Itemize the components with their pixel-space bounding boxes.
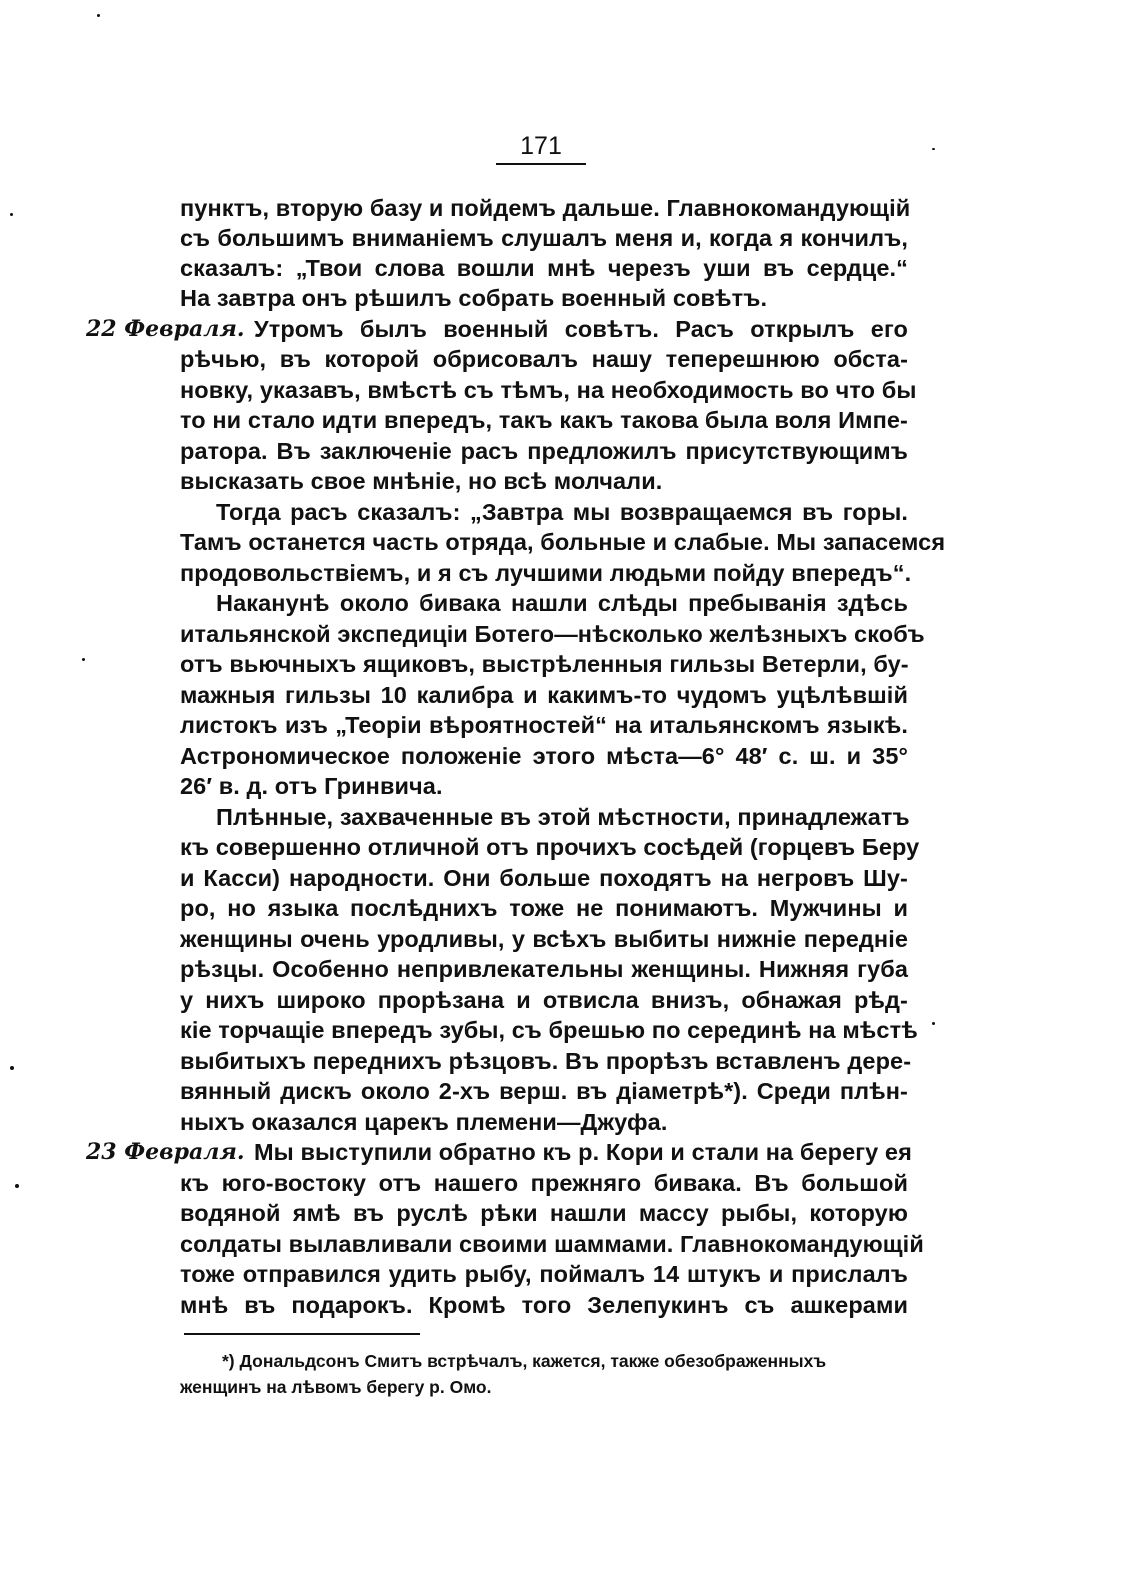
text-line: то ни стало идти впередъ, такъ какъ такова была воля Импе- — [180, 407, 908, 433]
text-line: ратора. Въ заключеніе расъ предложилъ присутствующимъ — [180, 438, 908, 464]
text-line: Мы выступили обратно къ р. Кори и стали на берегу ея — [254, 1139, 912, 1165]
text-line: листокъ изъ „Теоріи вѣроятностей“ на итальянскомъ языкѣ. — [180, 712, 908, 738]
text-line: и Касси) народности. Они больше походятъ на негровъ Шу- — [180, 865, 908, 891]
text-line: На завтра онъ рѣшилъ собрать военный совѣтъ. — [180, 285, 768, 311]
text-line: продовольствіемъ, и я съ лучшими людьми пойду впередъ“. — [180, 560, 912, 586]
scan-speck — [932, 1022, 935, 1025]
text-line: ро, но языка послѣднихъ тоже не понимаютъ. Мужчины и — [180, 895, 908, 921]
text-line: солдаты вылавливали своими шаммами. Главнокомандующій — [180, 1231, 924, 1257]
text-line: тоже отправился удить рыбу, поймалъ 14 штукъ и прислалъ — [180, 1261, 908, 1287]
text-line: вянный дискъ около 2-хъ верш. въ діаметрѣ*). Среди плѣн- — [180, 1078, 908, 1104]
text-line: рѣзцы. Особенно непривлекательны женщины. Нижняя губа — [180, 956, 908, 982]
footnote-line: женщинъ на лѣвомъ берегу р. Омо. — [180, 1377, 492, 1397]
text-line: у нихъ широко прорѣзана и отвисла внизъ, обнажая рѣд- — [180, 987, 908, 1013]
scan-speck — [10, 213, 13, 216]
text-line: къ совершенно отличной отъ прочихъ сосѣдей (горцевъ Беру — [180, 834, 920, 860]
page-number: 171 — [496, 132, 586, 165]
scan-speck — [82, 658, 85, 661]
text-line: къ юго-востоку отъ нашего прежняго бивака. Въ большой — [180, 1170, 908, 1196]
footnote-line: *) Дональдсонъ Смитъ встрѣчалъ, кажется, также обезображенныхъ — [222, 1351, 827, 1371]
scan-speck — [10, 1066, 14, 1070]
text-line: Плѣнные, захваченные въ этой мѣстности, принадлежатъ — [216, 804, 910, 830]
text-line: кіе торчащіе впередъ зубы, съ брешью по серединѣ на мѣстѣ — [180, 1017, 918, 1043]
text-line: мнѣ въ подарокъ. Кромѣ того Зелепукинъ съ ашкерами — [180, 1292, 908, 1318]
text-line: съ большимъ вниманіемъ слушалъ меня и, когда я кончилъ, — [180, 225, 908, 251]
text-line: итальянской экспедиціи Ботего—нѣсколько желѣзныхъ скобъ — [180, 621, 925, 647]
date-label: 22 Февраля. — [86, 316, 245, 342]
text-line: мажныя гильзы 10 калибра и какимъ-то чудомъ уцѣлѣвшій — [180, 682, 908, 708]
text-line: высказать свое мнѣніе, но всѣ молчали. — [180, 468, 663, 494]
text-line: выбитыхъ переднихъ рѣзцовъ. Въ прорѣзъ вставленъ дере- — [180, 1048, 912, 1074]
scan-speck — [932, 148, 935, 150]
text-line: Астрономическое положеніе этого мѣста—6° 48′ с. ш. и 35° — [180, 743, 908, 769]
text-line: пунктъ, вторую базу и пойдемъ дальше. Главнокомандующій — [180, 195, 911, 221]
text-line: Утромъ былъ военный совѣтъ. Расъ открылъ его — [254, 316, 908, 342]
text-line: Наканунѣ около бивака нашли слѣды пребыванія здѣсь — [216, 590, 908, 616]
text-line: водяной ямѣ въ руслѣ рѣки нашли массу рыбы, которую — [180, 1200, 908, 1226]
text-line: рѣчью, въ которой обрисовалъ нашу теперешнюю обста- — [180, 346, 908, 372]
text-line: 26′ в. д. отъ Гринвича. — [180, 773, 443, 799]
scan-speck — [15, 1184, 19, 1188]
date-label: 23 Февраля. — [86, 1139, 245, 1165]
text-line: женщины очень уродливы, у всѣхъ выбиты нижніе передніе — [180, 926, 908, 952]
text-line: ныхъ оказался царекъ племени—Джуфа. — [180, 1109, 668, 1135]
footnote-rule — [184, 1333, 420, 1335]
scan-speck — [97, 14, 100, 17]
text-line: отъ вьючныхъ ящиковъ, выстрѣленныя гильзы Ветерли, бу- — [180, 651, 909, 677]
text-line: новку, указавъ, вмѣстѣ съ тѣмъ, на необходимость во что бы — [180, 377, 917, 403]
text-line: Тамъ останется часть отряда, больные и слабые. Мы запасемся — [180, 529, 946, 555]
text-line: Тогда расъ сказалъ: „Завтра мы возвращаемся въ горы. — [216, 499, 908, 525]
text-line: сказалъ: „Твои слова вошли мнѣ черезъ уши въ сердце.“ — [180, 255, 908, 281]
